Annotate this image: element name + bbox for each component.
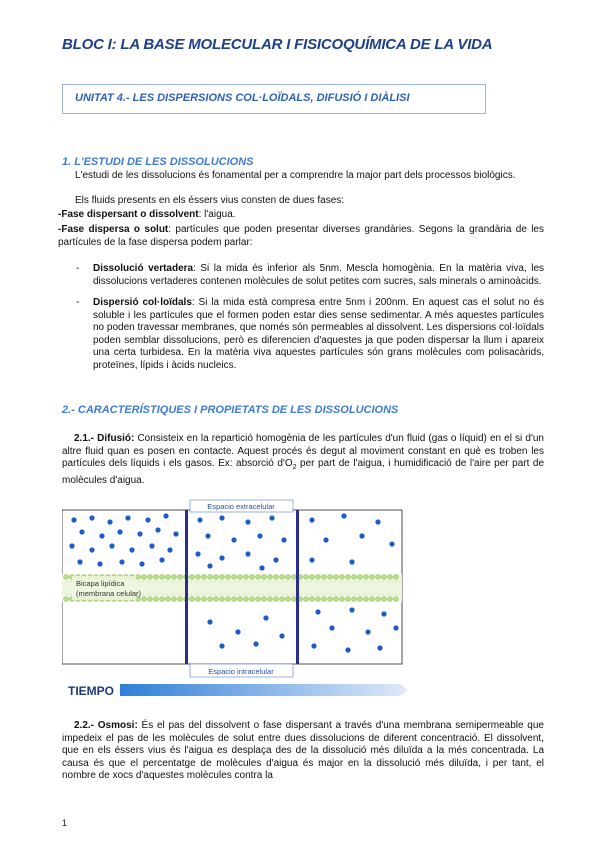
- dispersa-label: -Fase dispersa o solut: [58, 224, 169, 235]
- section2-heading: 2.- CARACTERÍSTIQUES I PROPIETATS DE LES DISSOLUCIONS: [62, 404, 399, 416]
- diffusion-figure: [62, 496, 412, 698]
- list-item: [93, 263, 544, 288]
- intro-paragraph: L'estudi de les dissolucions és fonamental per a comprendre la major part dels processos biològics.: [75, 170, 516, 181]
- bullet-dash: -: [76, 297, 80, 308]
- item1-text: : Si la mida és inferior als 5nm. Mescla homogènia. En la matèria viva, les dissolucions vertaderes contenen molècules de solut petites com sucres, sals minerals o aminoàcids.: [93, 263, 545, 287]
- dispersa-paragraph: [58, 224, 544, 249]
- osmosi-paragraph: [62, 720, 544, 783]
- difusio-subscript: 2: [292, 464, 297, 472]
- difusio-text-end: per part de l'aigua, i humidificació de l'aire per part de molècules d'aigua.: [62, 458, 545, 486]
- dispersant-paragraph: [58, 209, 544, 222]
- bilayer-label: Bicapa lipídica: [76, 579, 125, 588]
- dispersant-text: : l'aigua.: [198, 209, 236, 220]
- bilayer-sublabel: (membrana celular): [76, 589, 142, 598]
- unit-title-box: [62, 84, 486, 114]
- difusio-number: 2.1.-: [74, 433, 98, 444]
- section1-heading: 1. L'ESTUDI DE LES DISSOLUCIONS: [62, 156, 254, 168]
- osmosi-label: Osmosi:: [97, 720, 138, 731]
- list-item: [93, 297, 544, 373]
- osmosi-text: És el pas del dissolvent o fase dispersant a través d'una membrana semipermeable que impedeix el pas de les molècules de solut entre dues dissolucions de diferent concentració. El dissolvent, que en els éssers vius és l'aigua es desplaça des de la dissolució més diluïda a la més concentrada. La causa és que el percentatge de molècules d'aigua és major en la dissolució més diluïda, i per tant, el nombre de xocs d'aquestes molècules contra la: [62, 720, 544, 782]
- intracellular-label: Espacio intracelular: [208, 667, 274, 676]
- time-arrow: [68, 684, 408, 698]
- page-number: 1: [62, 818, 68, 828]
- osmosi-number: 2.2.-: [74, 720, 98, 731]
- item2-text: : Si la mida està compresa entre 5nm i 200nm. En aquest cas el solut no és soluble i les partícules que el formen poden estar dies sense sedimentar. A més aquestes partícules no poden travessar membranes, que només són permeables al dissolvent. Les dispersions col·loïdals poden semblar dissolucions, però es diferencien d'aquestes ja que poden dispersar la llum i apareix una certa turbidesa. En la matèria viva aquestes partícules són grans molècules com polisacàrids, proteïnes, lípids i àcids nucleics.: [93, 297, 544, 371]
- difusio-paragraph: [62, 433, 544, 487]
- dispersant-label: -Fase dispersant o dissolvent: [58, 209, 199, 220]
- unit-title: UNITAT 4.- LES DISPERSIONS COL·LOÏDALS, DIFUSIÓ I DIÀLISI: [75, 92, 410, 104]
- difusio-text: Consisteix en la repartició homogènia de les partícules d'un fluid (gas o líquid) en el si d'un altre fluid quan es posen en contacte. Aquest procés és degut al moviment constant en què es troben les partícules dels líquids i els gasos. Ex: absorció d'O: [62, 433, 544, 470]
- dispersa-text: : partícules que poden presentar diverses grandàries. Segons la grandària de les partícules de la fase dispersa podem parlar:: [58, 224, 544, 248]
- extracellular-label: Espacio extracelular: [207, 502, 275, 511]
- difusio-label: Difusió:: [97, 433, 135, 444]
- time-label: TIEMPO: [68, 684, 115, 698]
- time-divider: [185, 510, 188, 664]
- bullet-dash: -: [76, 263, 80, 274]
- item1-label: Dissolució vertadera: [93, 263, 194, 274]
- fluids-paragraph: Els fluids presents en els éssers vius consten de dues fases:: [75, 195, 345, 206]
- bloc-title: BLOC I: LA BASE MOLECULAR I FISICOQUÍMICA DE LA VIDA: [62, 36, 493, 53]
- item2-label: Dispersió col·loïdals: [93, 297, 192, 308]
- time-divider: [296, 510, 299, 664]
